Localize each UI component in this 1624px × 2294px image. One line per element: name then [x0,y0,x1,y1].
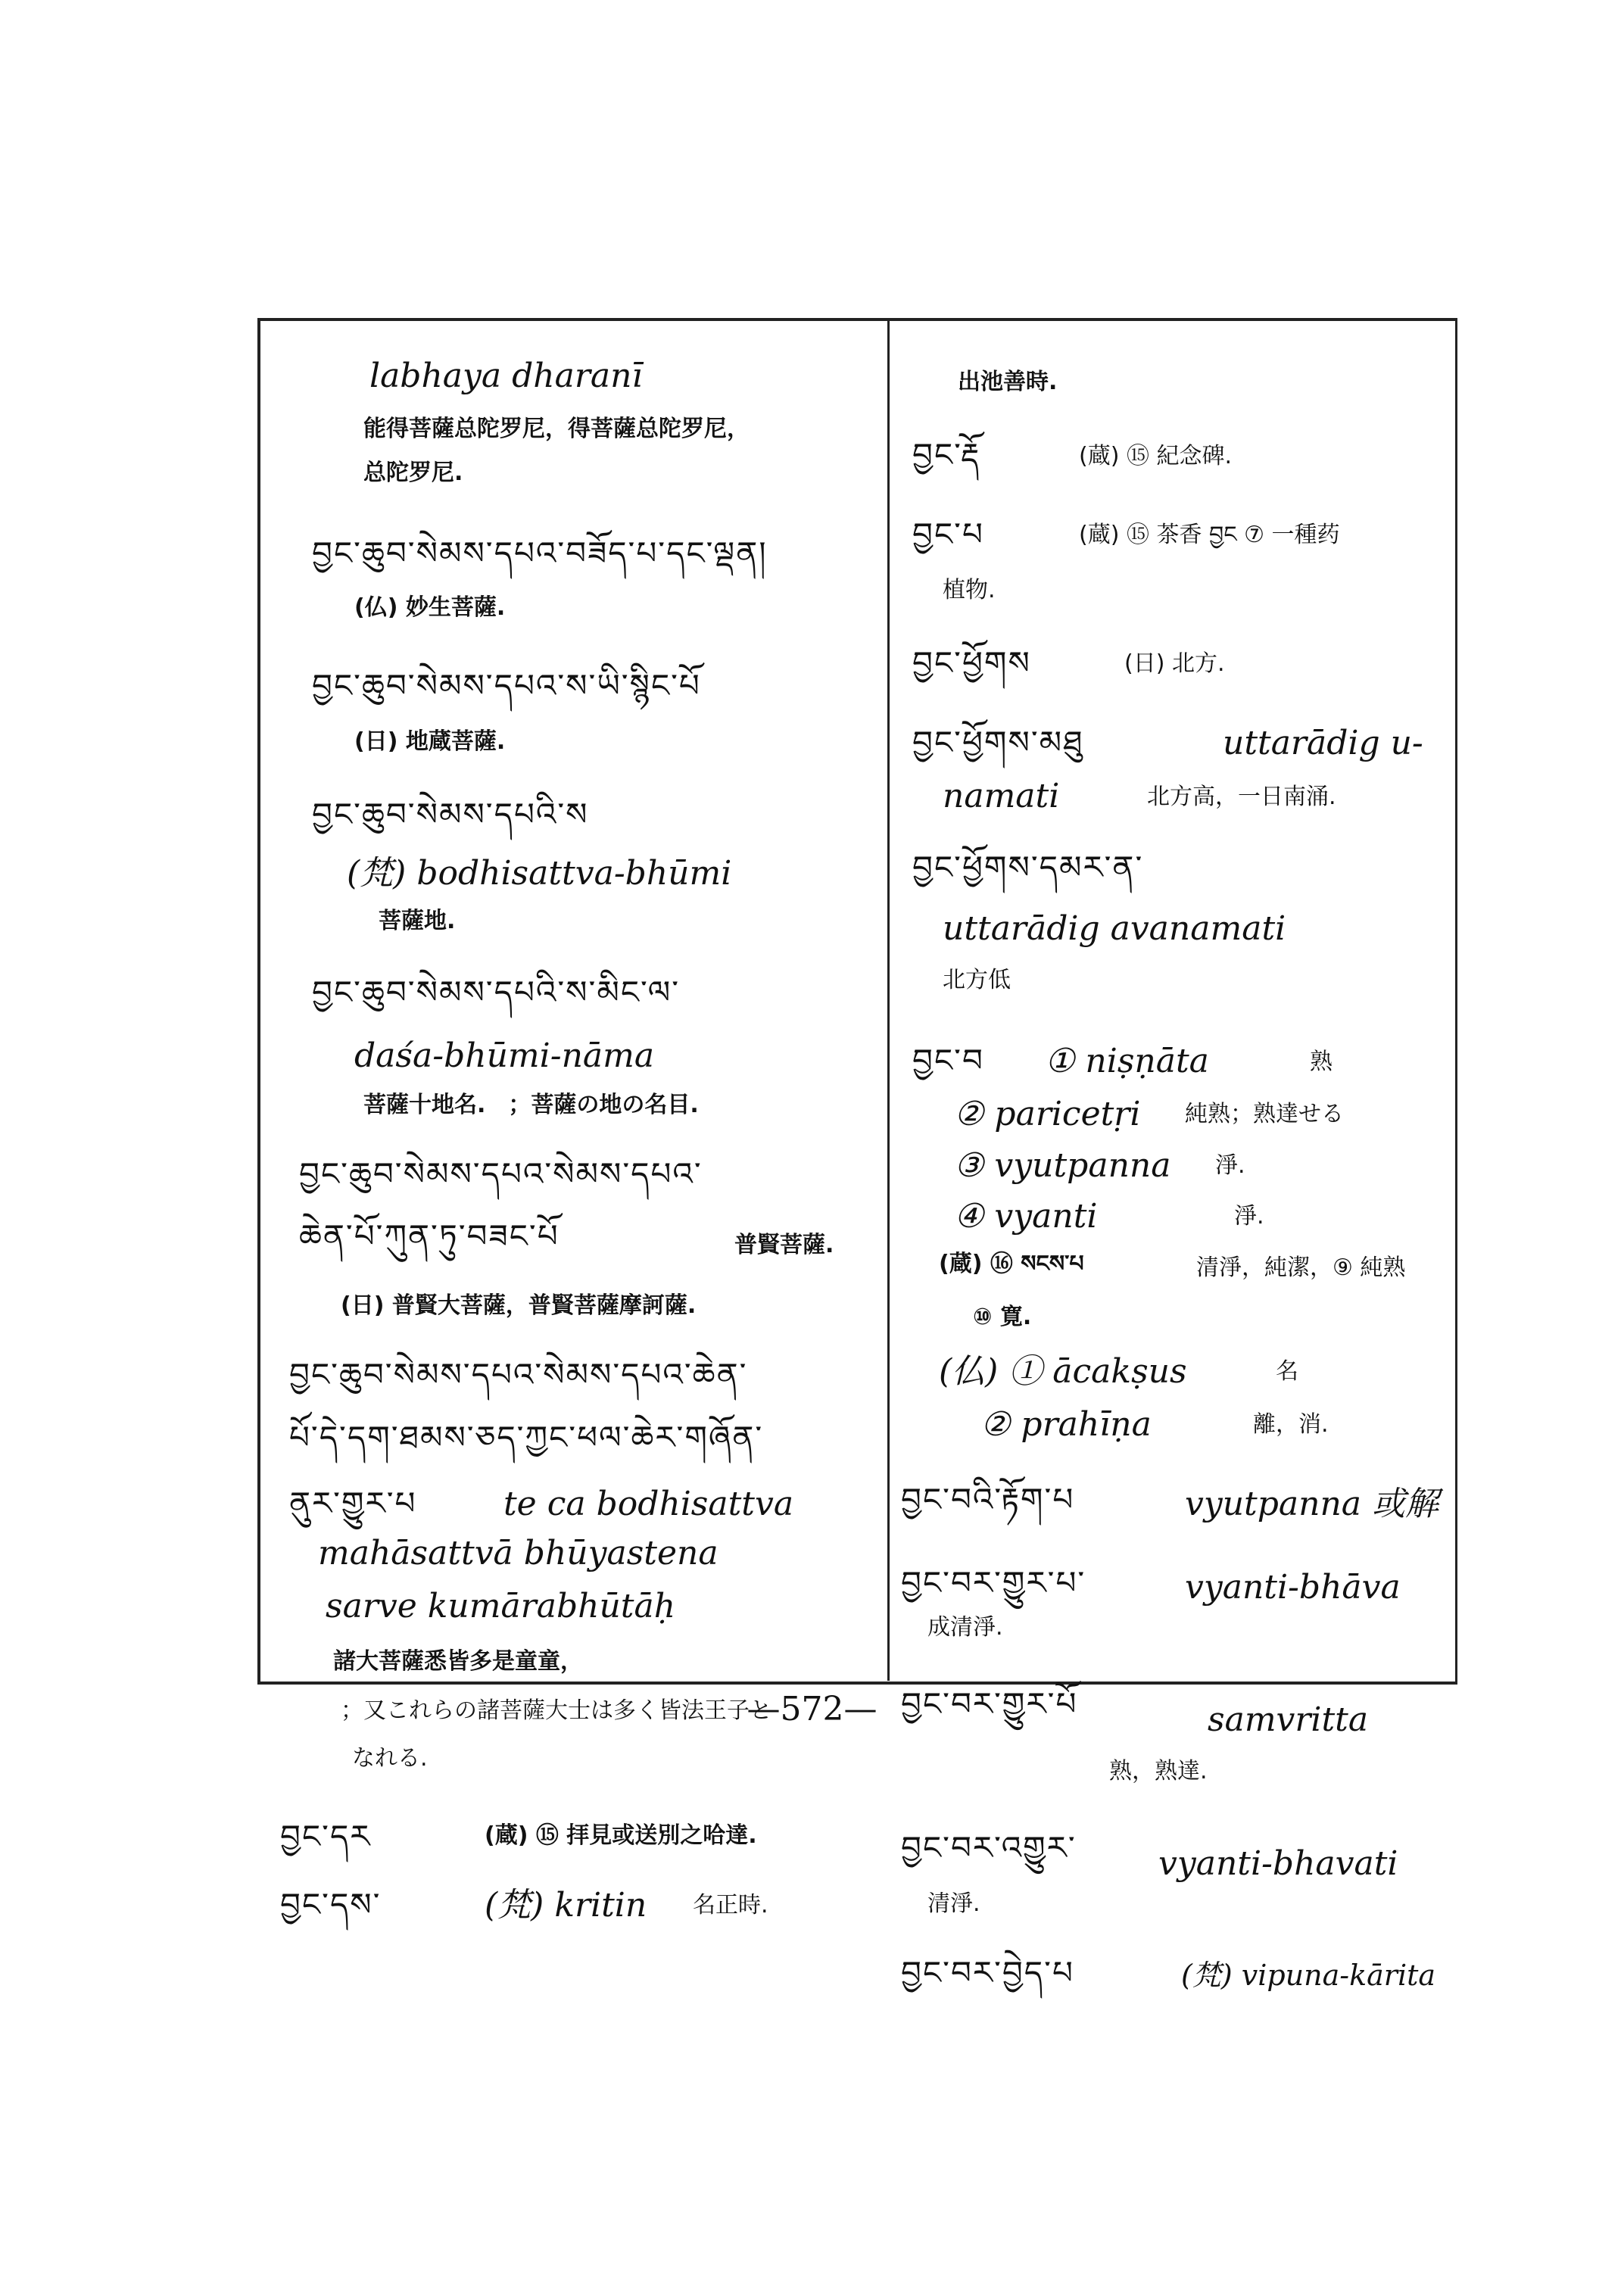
entry-text: labhaya dharanī [369,357,643,395]
entry-text: 熟 [1310,1049,1333,1075]
entry-text: ③ vyutpanna [954,1146,1171,1185]
entry-text: 純熟；熟達せる [1185,1101,1344,1127]
entry-text: (蔵) ⑯ སངས་པ [939,1251,1084,1277]
entry-text: なれる. [352,1745,428,1772]
tibetan-headword: བྱང་དར [280,1818,372,1855]
entry-text: (梵) kritin [485,1886,647,1925]
entry-text: 成清淨. [927,1614,1003,1641]
entry-text: 菩薩地. [379,908,456,934]
entry-text: daśa-bhūmi-nāma [354,1036,655,1075]
entry-text: ② prahīṇa [980,1405,1152,1444]
tibetan-headword: བྱང་བར་གྱུར་པོ [901,1685,1078,1722]
entry-text: (蔵) ⑮ 紀念碑. [1079,443,1233,469]
tibetan-headword: བྱང་རྡོ [912,436,981,473]
entry-text: 北方低 [943,967,1011,993]
entry-text: (仏) ① ācakṣus [939,1352,1187,1391]
tibetan-headword: བྱང་ཕྱོགས་དམར་ན་ [912,849,1144,886]
tibetan-headword: བྱང་ཆུབ་སེམས་དཔའ་ས་ཡི་སྙིང་པོ [312,667,701,704]
entry-text: ；又これらの諸菩薩大士は多く皆法王子と [341,1697,772,1724]
entry-text: 淨. [1215,1152,1245,1179]
tibetan-headword: བྱང་ཆུབ་སེམས་དཔའི་ས་མིང་ལ་ [312,974,681,1011]
entry-text: vyanti-bhāva [1185,1568,1401,1607]
tibetan-headword: པོ་དེ་དག་ཐམས་ཅད་ཀྱང་ཕལ་ཆེར་གཞོན་ [289,1419,764,1456]
tibetan-headword: བྱང་ཆུབ་སེམས་དཔའ་སེམས་དཔའ་ [299,1155,703,1192]
entry-text: 清淨，純潔，⑨ 純熟 [1196,1255,1406,1281]
entry-text: uttarādig u- [1223,724,1423,762]
tibetan-headword: བྱང་ཆུབ་སེམས་དཔའི་ས [312,796,589,833]
tibetan-headword: བྱང་ཆུབ་སེམས་དཔའ་སེམས་དཔའ་ཆེན་ [289,1356,748,1393]
entry-text: (蔵) ⑮ 茶香 བྱང ⑦ 一種药 [1079,522,1340,548]
tibetan-headword: བྱང་དས་ [280,1886,382,1923]
entry-text: 熟，熟達. [1109,1758,1208,1784]
entry-text: uttarādig avanamati [943,909,1286,948]
entry-text: 出池善時. [958,369,1058,395]
column-divider [887,318,890,1681]
entry-text: samvritta [1208,1700,1369,1739]
entry-text: namati [943,777,1060,815]
entry-text: ④ vyanti [954,1197,1098,1236]
entry-text: (梵) vipuna-kārita [1181,1959,1436,1992]
entry-text: 離，消. [1253,1411,1329,1438]
entry-text: 名 [1276,1358,1298,1385]
entry-text: te ca bodhisattva [503,1485,794,1523]
entry-text: 普賢菩薩. [734,1232,834,1258]
tibetan-headword: བྱང་བར་གྱུར་པ་ [901,1564,1086,1601]
tibetan-headword: བྱང་བར་འགྱུར་ [901,1829,1077,1866]
tibetan-headword: ཆེན་པོ་ཀུན་ཏུ་བཟང་པོ [299,1217,560,1255]
entry-text: 能得菩薩总陀罗尼，得菩薩总陀罗尼， [363,416,750,442]
tibetan-headword: བྱང་པ [912,516,984,553]
entry-text: vyutpanna 或解 [1185,1485,1439,1523]
entry-text: (蔵) ⑮ 拝見或送別之哈達. [485,1822,757,1849]
entry-text: vyanti-bhavati [1158,1844,1398,1883]
entry-text: (日) 地蔵菩薩. [354,728,506,755]
tibetan-headword: བྱང་ཕྱོགས [912,644,1031,681]
tibetan-headword: བྱང་བ [912,1042,984,1079]
entry-text: (梵) bodhisattva-bhūmi [347,854,732,893]
entry-text: 总陀罗尼. [363,460,463,486]
entry-text: ⑩ 寛. [973,1304,1032,1330]
entry-text: ① niṣṇāta [1045,1042,1209,1080]
tibetan-headword: བྱང་བའི་རྟོག་པ [901,1481,1075,1518]
page-number: —572— [747,1690,877,1728]
tibetan-headword: ནུར་གྱུར་པ [289,1485,417,1522]
entry-text: 諸大菩薩悉皆多是童童， [333,1648,583,1675]
tibetan-headword: བྱང་ཆུབ་སེམས་དཔའ་བཟོད་པ་དང་ལྡན། [312,535,768,572]
entry-text: (日) 北方. [1124,650,1225,677]
entry-text: (仏) 妙生菩薩. [354,594,506,621]
entry-text: 北方高，一日南涌. [1147,784,1336,810]
entry-text: 清淨. [927,1890,980,1917]
entry-text: 名正時. [693,1892,768,1918]
entry-text: 淨. [1234,1203,1264,1230]
tibetan-headword: བྱང་བར་བྱེད་པ [901,1954,1074,1991]
entry-text: 植物. [943,577,996,603]
entry-text: 菩薩十地名. ；菩薩の地の名目. [363,1092,699,1118]
entry-text: mahāsattvā bhūyastena [318,1534,718,1572]
entry-text: (日) 普賢大菩薩，普賢菩薩摩訶薩. [341,1292,697,1319]
entry-text: ② paricetṛi [954,1095,1141,1133]
entry-text: sarve kumārabhūtāḥ [326,1587,676,1625]
tibetan-headword: བྱང་ཕྱོགས་མཐུ [912,724,1084,761]
